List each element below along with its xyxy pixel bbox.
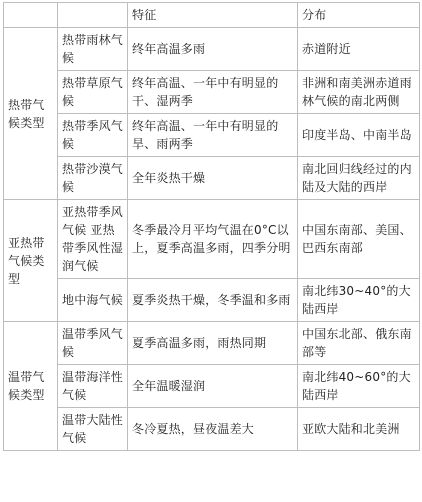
category-cell: 亚热带气候类型 [4,200,58,322]
climate-cell: 热带沙漠气候 [58,157,128,200]
distribution-cell: 赤道附近 [298,28,420,71]
table-row [4,279,420,322]
feature-cell: 终年高温、一年中有明显的干、湿两季 [128,71,298,114]
climate-cell: 热带雨林气候 [58,28,128,71]
table-row [4,157,420,200]
climate-table [3,2,420,451]
climate-cell: 热带季风气候 [58,114,128,157]
header-distribution: 分布 [298,3,420,28]
climate-cell: 地中海气候 [58,279,128,322]
feature-cell: 夏季高温多雨，雨热同期 [128,322,298,365]
climate-cell: 温带海洋性气候 [58,365,128,408]
climate-cell: 温带大陆性气候 [58,408,128,451]
distribution-cell: 南北回归线经过的内陆及大陆的西岸 [298,157,420,200]
header-feature: 特征 [128,3,298,28]
category-cell: 温带气候类型 [4,322,58,451]
table-row [4,322,420,365]
feature-cell: 终年高温多雨 [128,28,298,71]
distribution-cell: 亚欧大陆和北美洲 [298,408,420,451]
table-row [4,71,420,114]
header-row [4,3,420,28]
feature-cell: 夏季炎热干燥，冬季温和多雨 [128,279,298,322]
distribution-cell: 印度半岛、中南半岛 [298,114,420,157]
category-cell: 热带气候类型 [4,28,58,200]
table-row [4,365,420,408]
table-row [4,200,420,279]
distribution-cell: 非洲和南美洲赤道雨林气候的南北两侧 [298,71,420,114]
feature-cell: 全年温暖湿润 [128,365,298,408]
feature-cell: 冬冷夏热，昼夜温差大 [128,408,298,451]
climate-cell: 亚热带季风气候 亚热带季风性湿润气候 [58,200,128,279]
header-blank-1 [4,3,58,28]
distribution-cell: 中国东南部、美国、巴西东南部 [298,200,420,279]
climate-cell: 温带季风气候 [58,322,128,365]
distribution-cell: 南北纬40~60°的大陆西岸 [298,365,420,408]
table-row [4,114,420,157]
distribution-cell: 南北纬30~40°的大陆西岸 [298,279,420,322]
distribution-cell: 中国东北部、俄东南部等 [298,322,420,365]
table-row [4,28,420,71]
header-blank-2 [58,3,128,28]
feature-cell: 冬季最冷月平均气温在0°C以上，夏季高温多雨，四季分明 [128,200,298,279]
table-row [4,408,420,451]
climate-cell: 热带草原气候 [58,71,128,114]
feature-cell: 全年炎热干燥 [128,157,298,200]
feature-cell: 终年高温、一年中有明显的旱、雨两季 [128,114,298,157]
